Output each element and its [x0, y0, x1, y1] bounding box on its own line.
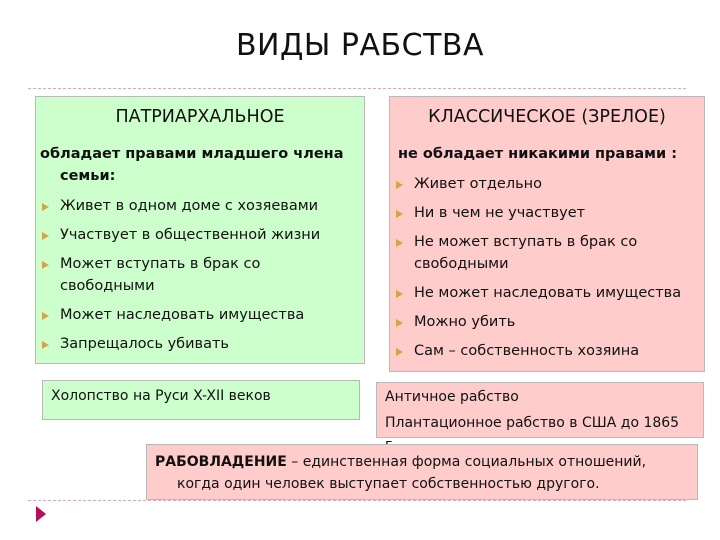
kholopstvo-note [42, 380, 360, 420]
list-item: Не может вступать в брак со свободными [390, 231, 704, 275]
bullet-arrow-icon [396, 181, 403, 189]
bullet-arrow-icon [42, 261, 49, 269]
play-arrow-icon [36, 506, 46, 522]
definition-term: РАБОВЛАДЕНИЕ [155, 454, 287, 470]
definition-text-continued: когда один человек выступает собственностью другого. [177, 476, 600, 492]
patriarchal-list [36, 195, 364, 355]
patriarchal-heading: ПАТРИАРХАЛЬНОЕ [115, 107, 285, 127]
bullet-arrow-icon [396, 348, 403, 356]
bullet-arrow-icon [42, 312, 49, 320]
bullet-arrow-icon [42, 203, 49, 211]
classical-list [390, 173, 704, 362]
patriarchal-panel [35, 96, 365, 364]
antique-slavery-note [376, 382, 704, 438]
bullet-arrow-icon [396, 239, 403, 247]
list-item: Сам – собственность хозяина [390, 340, 704, 362]
list-item: Может вступать в брак со свободными [36, 253, 364, 297]
list-item: Может наследовать имущества [36, 304, 364, 326]
patriarchal-lead: обладает правами младшего члена семьи: [40, 146, 344, 184]
classical-panel [389, 96, 705, 372]
list-item: Участвует в общественной жизни [36, 224, 364, 246]
definition-text: – единственная форма социальных отношений, [286, 454, 647, 470]
note-text: Холопство на Руси X-XII веков [51, 388, 271, 404]
definition-box [146, 444, 698, 500]
list-item: Ни в чем не участвует [390, 202, 704, 224]
bottom-divider [28, 500, 686, 501]
note-line-plantation: Плантационное рабство в США до 1865 [385, 415, 680, 431]
classical-heading: КЛАССИЧЕСКОЕ (ЗРЕЛОЕ) [428, 107, 666, 127]
list-item: Не может наследовать имущества [390, 282, 704, 304]
bullet-arrow-icon [396, 319, 403, 327]
bullet-arrow-icon [42, 341, 49, 349]
bullet-arrow-icon [396, 210, 403, 218]
top-divider [28, 88, 686, 89]
list-item: Живет отдельно [390, 173, 704, 195]
note-line-antique: Античное рабство [385, 389, 519, 405]
list-item: Запрещалось убивать [36, 333, 364, 355]
bullet-arrow-icon [42, 232, 49, 240]
classical-lead: не обладает никакими правами : [398, 146, 678, 162]
list-item: Можно убить [390, 311, 704, 333]
slide-title: ВИДЫ РАБСТВА [235, 28, 485, 63]
bullet-arrow-icon [396, 290, 403, 298]
list-item: Живет в одном доме с хозяевами [36, 195, 364, 217]
